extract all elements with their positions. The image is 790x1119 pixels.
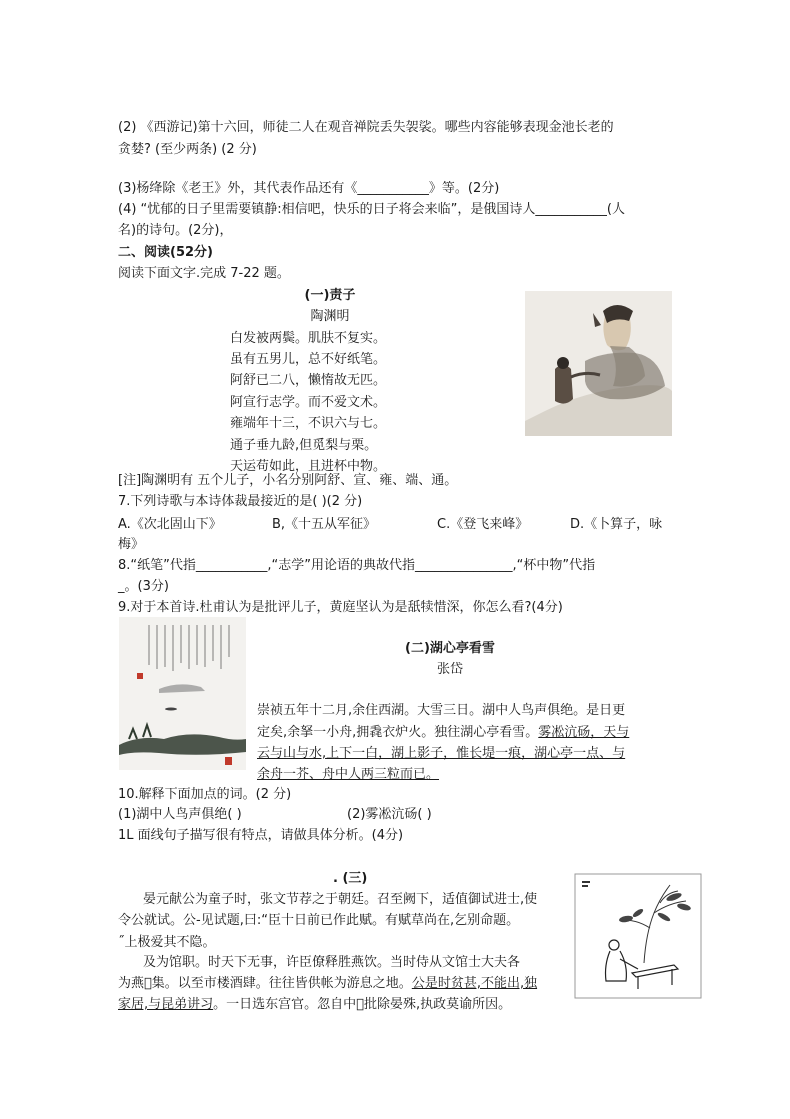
q7-option-a: A.《次北固山下》 [118, 517, 222, 532]
poem-author: 陶渊明 [310, 309, 350, 324]
q7-option-d: D.《卜算子，咏 [570, 517, 663, 532]
text3-title: . (三) [333, 871, 368, 886]
q7-option-c: C.《登飞来峰》 [437, 517, 529, 532]
q8-line2: _。(3分) [118, 579, 169, 594]
poem-line: 阿宣行志学。而不爱文术。 [230, 395, 387, 410]
poem-line: 天运苟如此，且进杯中物。 [230, 459, 387, 474]
text3-line: ˝上极爱其不隐。 [118, 935, 216, 950]
q10-item-1: (1)湖中人鸟声俱绝( ) [118, 807, 242, 822]
text3-line [118, 975, 537, 993]
prose-underlined-text: 云与山与水,上下一白，湖上影子，惟长堤一痕，湖心亭一点、与 [257, 746, 626, 761]
q7-stem: 7.下列诗歌与本诗体裁最接近的是( )(2 分) [118, 494, 363, 509]
scholar-sketch [574, 873, 702, 999]
prose-underlined-text: 雾凇沆砀，天与 [538, 725, 630, 740]
q9-stem: 9.对于本首诗.杜甫认为是批评儿子，黄庭坚认为是舐犊惜深，你怎么看?(4分) [118, 600, 563, 615]
text3-line: 令公就试。公-见试题,曰:“臣十日前已作此赋。有赋草尚在,乞别命题。 [118, 913, 520, 928]
text3-line: 晏元献公为童子时，张文节荐之于朝廷。召至阙下，适值御试进士,使 [143, 892, 538, 907]
section-intro: 阅读下面文字.完成 7-22 题。 [118, 266, 290, 281]
text3-underlined-text: 公是时贫甚,不能出,独 [411, 976, 538, 991]
poem-line: 虽有五男儿，总不好纸笔。 [230, 352, 387, 367]
q8-line1: 8.“纸笔”代指___________,“志学”用论语的典故代指_______________,“杯中物”代指 [118, 558, 596, 573]
prose-author: 张岱 [436, 662, 463, 677]
poem-illustration [525, 291, 672, 436]
text3-line: 及为馆职。时天下无事，许臣僚释胜燕饮。当时侍从文馆士大夫各 [143, 955, 521, 970]
poem-title: (一)责子 [304, 288, 356, 303]
poem-line: 白发被两鬓。肌肤不复实。 [230, 331, 387, 346]
poem-line: 阿舒已二八，懒惰故无匹。 [230, 373, 387, 388]
prose-line [257, 724, 629, 742]
prose-title: (二)湖心亭看雪 [405, 641, 495, 656]
q11-stem: 1L 面线句子描写很有特点，请做具体分析。(4分) [118, 828, 404, 843]
landscape-painting [119, 617, 246, 770]
section-heading: 二、阅读(52分) [118, 245, 213, 260]
prose-line: 崇祯五年十二月,余住西湖。大雪三日。湖中人鸟声俱绝。是日更 [257, 703, 626, 718]
q10-item-2: (2)雾凇沆砀( ) [347, 807, 432, 822]
q7-option-b: B,《十五从军征》 [272, 517, 377, 532]
prose-underlined-text: 余舟一芥、舟中人两三粒而已。 [257, 767, 440, 782]
poem-note: [注]陶渊明有 五个儿子，小名分别阿舒、宣、雍、端、通。 [118, 473, 458, 488]
text3-underlined-text: 家居,与昆弟讲习 [118, 997, 214, 1012]
q2-line1: (2) 《西游记)第十六回，师徒二人在观音禅院丢失袈裟。哪些内容能够表现金池长老的 [118, 120, 614, 135]
q2-line2: 贪婪? (至少两条) (2 分) [118, 142, 257, 157]
poem-line: 雍端年十三，不识六与七。 [230, 416, 387, 431]
text3-line-plain: 为燕 集。以至市楼酒肆。往往皆供帐为游息之地。 [118, 976, 412, 991]
text3-line [118, 996, 511, 1014]
q3-line: (3)杨绛除《老王》外，其代表作品还有《___________》等。(2分) [118, 181, 500, 196]
prose-line-plain: 定矣,余拏一小舟,拥毳衣炉火。独往湖心亭看雪。 [257, 725, 539, 740]
q4-line1: (4) “忧郁的日子里需要镇静:相信吧，快乐的日子将会来临”，是俄国诗人___________(人 [118, 202, 625, 217]
q4-line2: 名)的诗句。(2分)， [118, 223, 233, 238]
q10-stem: 10.解释下面加点的词。(2 分) [118, 787, 292, 802]
text3-line-plain: 。一日选东宫官。忽自中 批除晏殊,执政莫谕所因。 [213, 997, 512, 1012]
q7-option-d-cont: 梅》 [118, 537, 145, 552]
poem-line: 通子垂九龄,但觅梨与栗。 [230, 438, 378, 453]
